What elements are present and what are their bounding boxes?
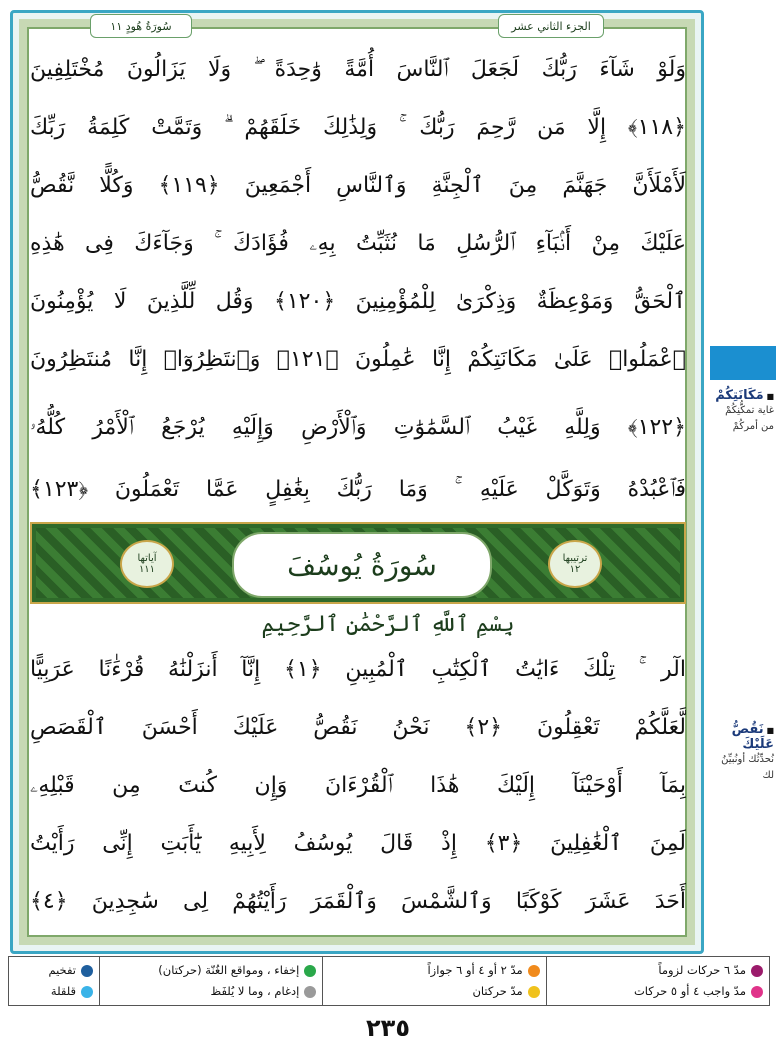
basmala: بِسْمِ ٱللَّهِ ٱلرَّحْمَٰنِ ٱلرَّحِيمِ <box>261 612 515 637</box>
verse-line: ٱلْحَقُّ وَمَوْعِظَةٌ وَذِكْرَىٰ لِلْمُؤْمِنِينَ ﴿١٢٠﴾ وَقُل لِّلَّذِينَ لَا يُؤْمِنُونَ <box>30 289 686 314</box>
verse-line: فَٱعْبُدْهُ وَتَوَكَّلْ عَلَيْهِ ۚ وَمَا رَبُّكَ بِغَٰفِلٍ عَمَّا تَعْمَلُونَ ﴿١٢٣﴾ <box>30 477 686 502</box>
legend-dot-icon <box>751 965 763 977</box>
legend-dot-icon <box>751 986 763 998</box>
legend-label: مدّ واجب ٤ أو ٥ حركات <box>633 984 746 998</box>
margin-note-meaning: لك <box>762 770 774 781</box>
legend-label: قلقلة <box>50 984 77 998</box>
surah-header: سُورَةُ هُودٍ ١١ <box>90 14 192 38</box>
verses-top-block <box>30 46 686 520</box>
verse-line: وَلَوْ شَآءَ رَبُّكَ لَجَعَلَ ٱلنَّاسَ أُمَّةً وَٰحِدَةً ۖ وَلَا يَزَالُونَ مُخْتَلِفِينَ <box>30 57 686 82</box>
legend-label: إخفاء ، ومواقع الغُنّة (حركتان) <box>158 963 300 977</box>
legend-item <box>553 981 763 1002</box>
legend-item <box>106 981 316 1002</box>
legend-label: مدّ حركتان <box>472 984 523 998</box>
verses-bottom-block <box>30 646 686 936</box>
legend-label: إدغام ، وما لا يُلفَظ <box>210 984 300 998</box>
legend-dot-icon <box>304 986 316 998</box>
verse-line: لَأَمْلَأَنَّ جَهَنَّمَ مِنَ ٱلْجِنَّةِ وَٱلنَّاسِ أَجْمَعِينَ ﴿١١٩﴾ وَكُلًّا نَّقُصُّ <box>30 173 686 198</box>
margin-note-meaning: غاية تمكُّنِكُمْ <box>725 405 774 416</box>
verse-line: الٓر ۚ تِلْكَ ءَايَٰتُ ٱلْكِتَٰبِ ٱلْمُبِينِ ﴿١﴾ إِنَّآ أَنزَلْنَٰهُ قُرْءَٰنًا عَرَبِيًّا <box>30 657 686 682</box>
margin-note-word: ■ مَكَانَتِكُمْ <box>714 388 774 403</box>
verse-line: ﴿١٢٢﴾ وَلِلَّهِ غَيْبُ ٱلسَّمَٰوَٰتِ وَٱلْأَرْضِ وَإِلَيْهِ يُرْجَعُ ٱلْأَمْرُ كُلُّهُۥ <box>30 415 686 440</box>
verse-line: لَّعَلَّكُمْ تَعْقِلُونَ ﴿٢﴾ نَحْنُ نَقُصُّ عَلَيْكَ أَحْسَنَ ٱلْقَصَصِ <box>30 715 686 740</box>
margin-note-meaning: نُحدِّثُك أونُبيِّنُ <box>721 754 774 765</box>
legend-item <box>15 960 93 981</box>
legend-label: تفخيم <box>48 963 77 977</box>
legend-column <box>322 957 545 1005</box>
ayat-count-medallion <box>120 540 174 588</box>
margin-note-word: ■ نَقُصُّ عَلَيْكَ <box>714 722 774 752</box>
tajweed-legend <box>8 956 770 1006</box>
surah-title: سُورَةُ يُوسُفَ <box>232 532 492 598</box>
ayat-value: ١١١ <box>138 564 156 575</box>
legend-dot-icon <box>304 965 316 977</box>
verse-line: ٱعْمَلُوا۟ عَلَىٰ مَكَانَتِكُمْ إِنَّا عَٰمِلُونَ ﴿١٢١﴾ وَٱنتَظِرُوٓا۟ إِنَّا مُنتَظِرُونَ <box>30 347 686 372</box>
verse-line: لَمِنَ ٱلْغَٰفِلِينَ ﴿٣﴾ إِذْ قَالَ يُوسُفُ لِأَبِيهِ يَٰٓأَبَتِ إِنِّى رَأَيْتُ <box>30 831 686 856</box>
legend-item <box>15 981 93 1002</box>
verse-line: بِمَآ أَوْحَيْنَآ إِلَيْكَ هَٰذَا ٱلْقُرْءَانَ وَإِن كُنتَ مِن قَبْلِهِۦ <box>30 773 686 798</box>
legend-dot-icon <box>528 965 540 977</box>
legend-dot-icon <box>81 965 93 977</box>
surah-order-medallion <box>548 540 602 588</box>
legend-label: مدّ ٢ أو ٤ أو ٦ جوازاً <box>427 963 523 977</box>
margin-note-meaning: من أمركُمْ <box>732 421 774 432</box>
legend-item <box>329 960 539 981</box>
margin-note <box>714 722 774 784</box>
juz-header: الجزء الثاني عشر <box>498 14 604 38</box>
legend-item <box>329 981 539 1002</box>
surah-title-banner <box>30 522 686 604</box>
legend-item <box>106 960 316 981</box>
legend-dot-icon <box>528 986 540 998</box>
order-label: ترتيبها <box>562 553 588 564</box>
legend-dot-icon <box>81 986 93 998</box>
ayat-label: آياتها <box>137 553 157 564</box>
verse-line: عَلَيْكَ مِنْ أَنۢبَآءِ ٱلرُّسُلِ مَا نُثَبِّتُ بِهِۦ فُؤَادَكَ ۚ وَجَآءَكَ فِى هَٰذِهِ <box>30 231 686 256</box>
margin-note <box>714 388 774 435</box>
legend-column <box>9 957 99 1005</box>
legend-item <box>553 960 763 981</box>
page-number: ٢٣٥ <box>366 1014 410 1042</box>
verse-line: أَحَدَ عَشَرَ كَوْكَبًا وَٱلشَّمْسَ وَٱلْقَمَرَ رَأَيْتُهُمْ لِى سَٰجِدِينَ ﴿٤﴾ <box>30 889 686 914</box>
legend-column <box>546 957 769 1005</box>
legend-column <box>99 957 322 1005</box>
legend-label: مدّ ٦ حركات لزوماً <box>658 963 746 977</box>
page-marker-tab[interactable] <box>710 346 776 380</box>
order-value: ١٢ <box>569 564 581 575</box>
verse-line: ﴿١١٨﴾ إِلَّا مَن رَّحِمَ رَبُّكَ ۚ وَلِذَٰلِكَ خَلَقَهُمْ ۗ وَتَمَّتْ كَلِمَةُ رَبِّكَ <box>30 115 686 140</box>
